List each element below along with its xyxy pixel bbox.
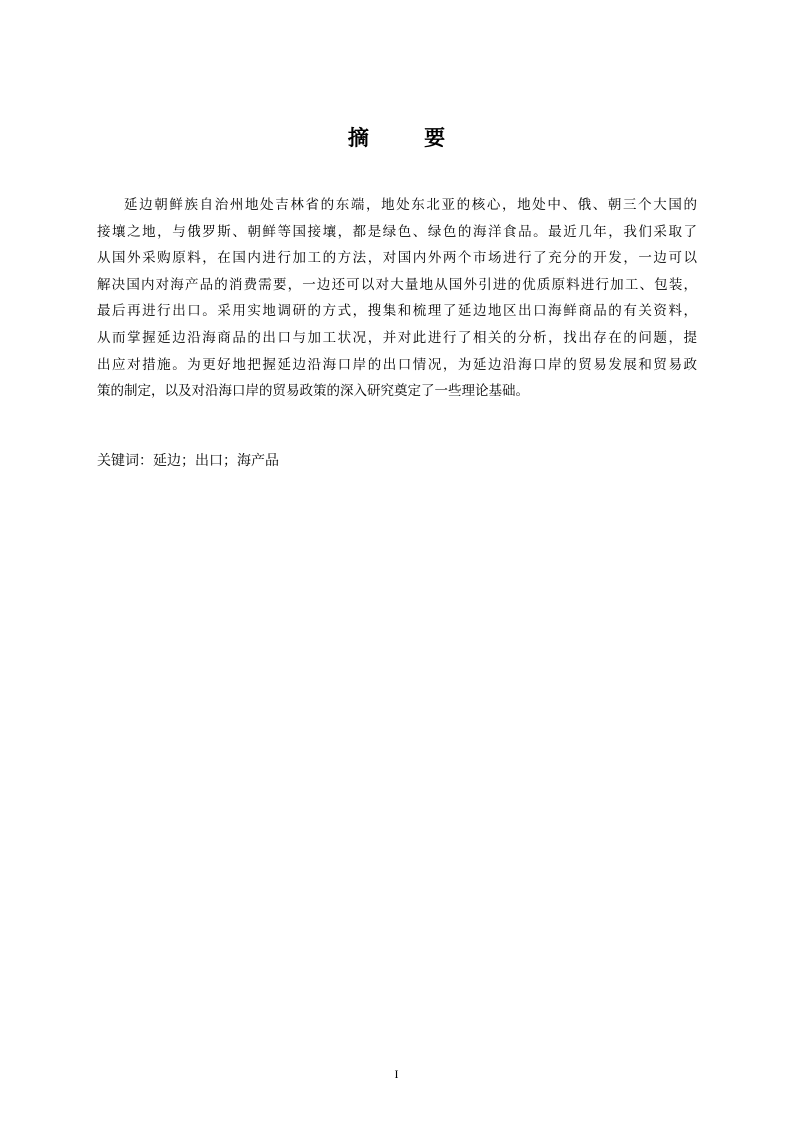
abstract-line: 出应对措施。为更好地把握延边沿海口岸的出口情况，为延边沿海口岸的贸易发展和贸易政 [97,356,697,373]
abstract-line: 接壤之地，与俄罗斯、朝鲜等国接壤，都是绿色、绿色的海洋食品。最近几年，我们采取了 [97,223,697,240]
abstract-line: 最后再进行出口。采用实地调研的方式，搜集和梳理了延边地区出口海鲜商品的有关资料， [97,303,697,320]
abstract-line: 从而掌握延边沿海商品的出口与加工状况，并对此进行了相关的分析，找出存在的问题，提 [97,329,697,346]
keywords-line: 关键词：延边；出口；海产品 [97,453,279,469]
abstract-line: 解决国内对海产品的消费需要，一边还可以对大量地从国外引进的优质原料进行加工、包装， [97,276,697,293]
abstract-line: 从国外采购原料，在国内进行加工的方法，对国内外两个市场进行了充分的开发，一边可以 [97,250,697,267]
abstract-line: 延边朝鲜族自治州地处吉林省的东端，地处东北亚的核心，地处中、俄、朝三个大国的 [124,197,697,213]
abstract-paragraph [97,192,697,405]
abstract-line: 策的制定，以及对沿海口岸的贸易政策的深入研究奠定了一些理论基础。 [97,383,529,400]
page-number: I [394,1067,399,1081]
page-title: 摘 要 [347,126,470,150]
